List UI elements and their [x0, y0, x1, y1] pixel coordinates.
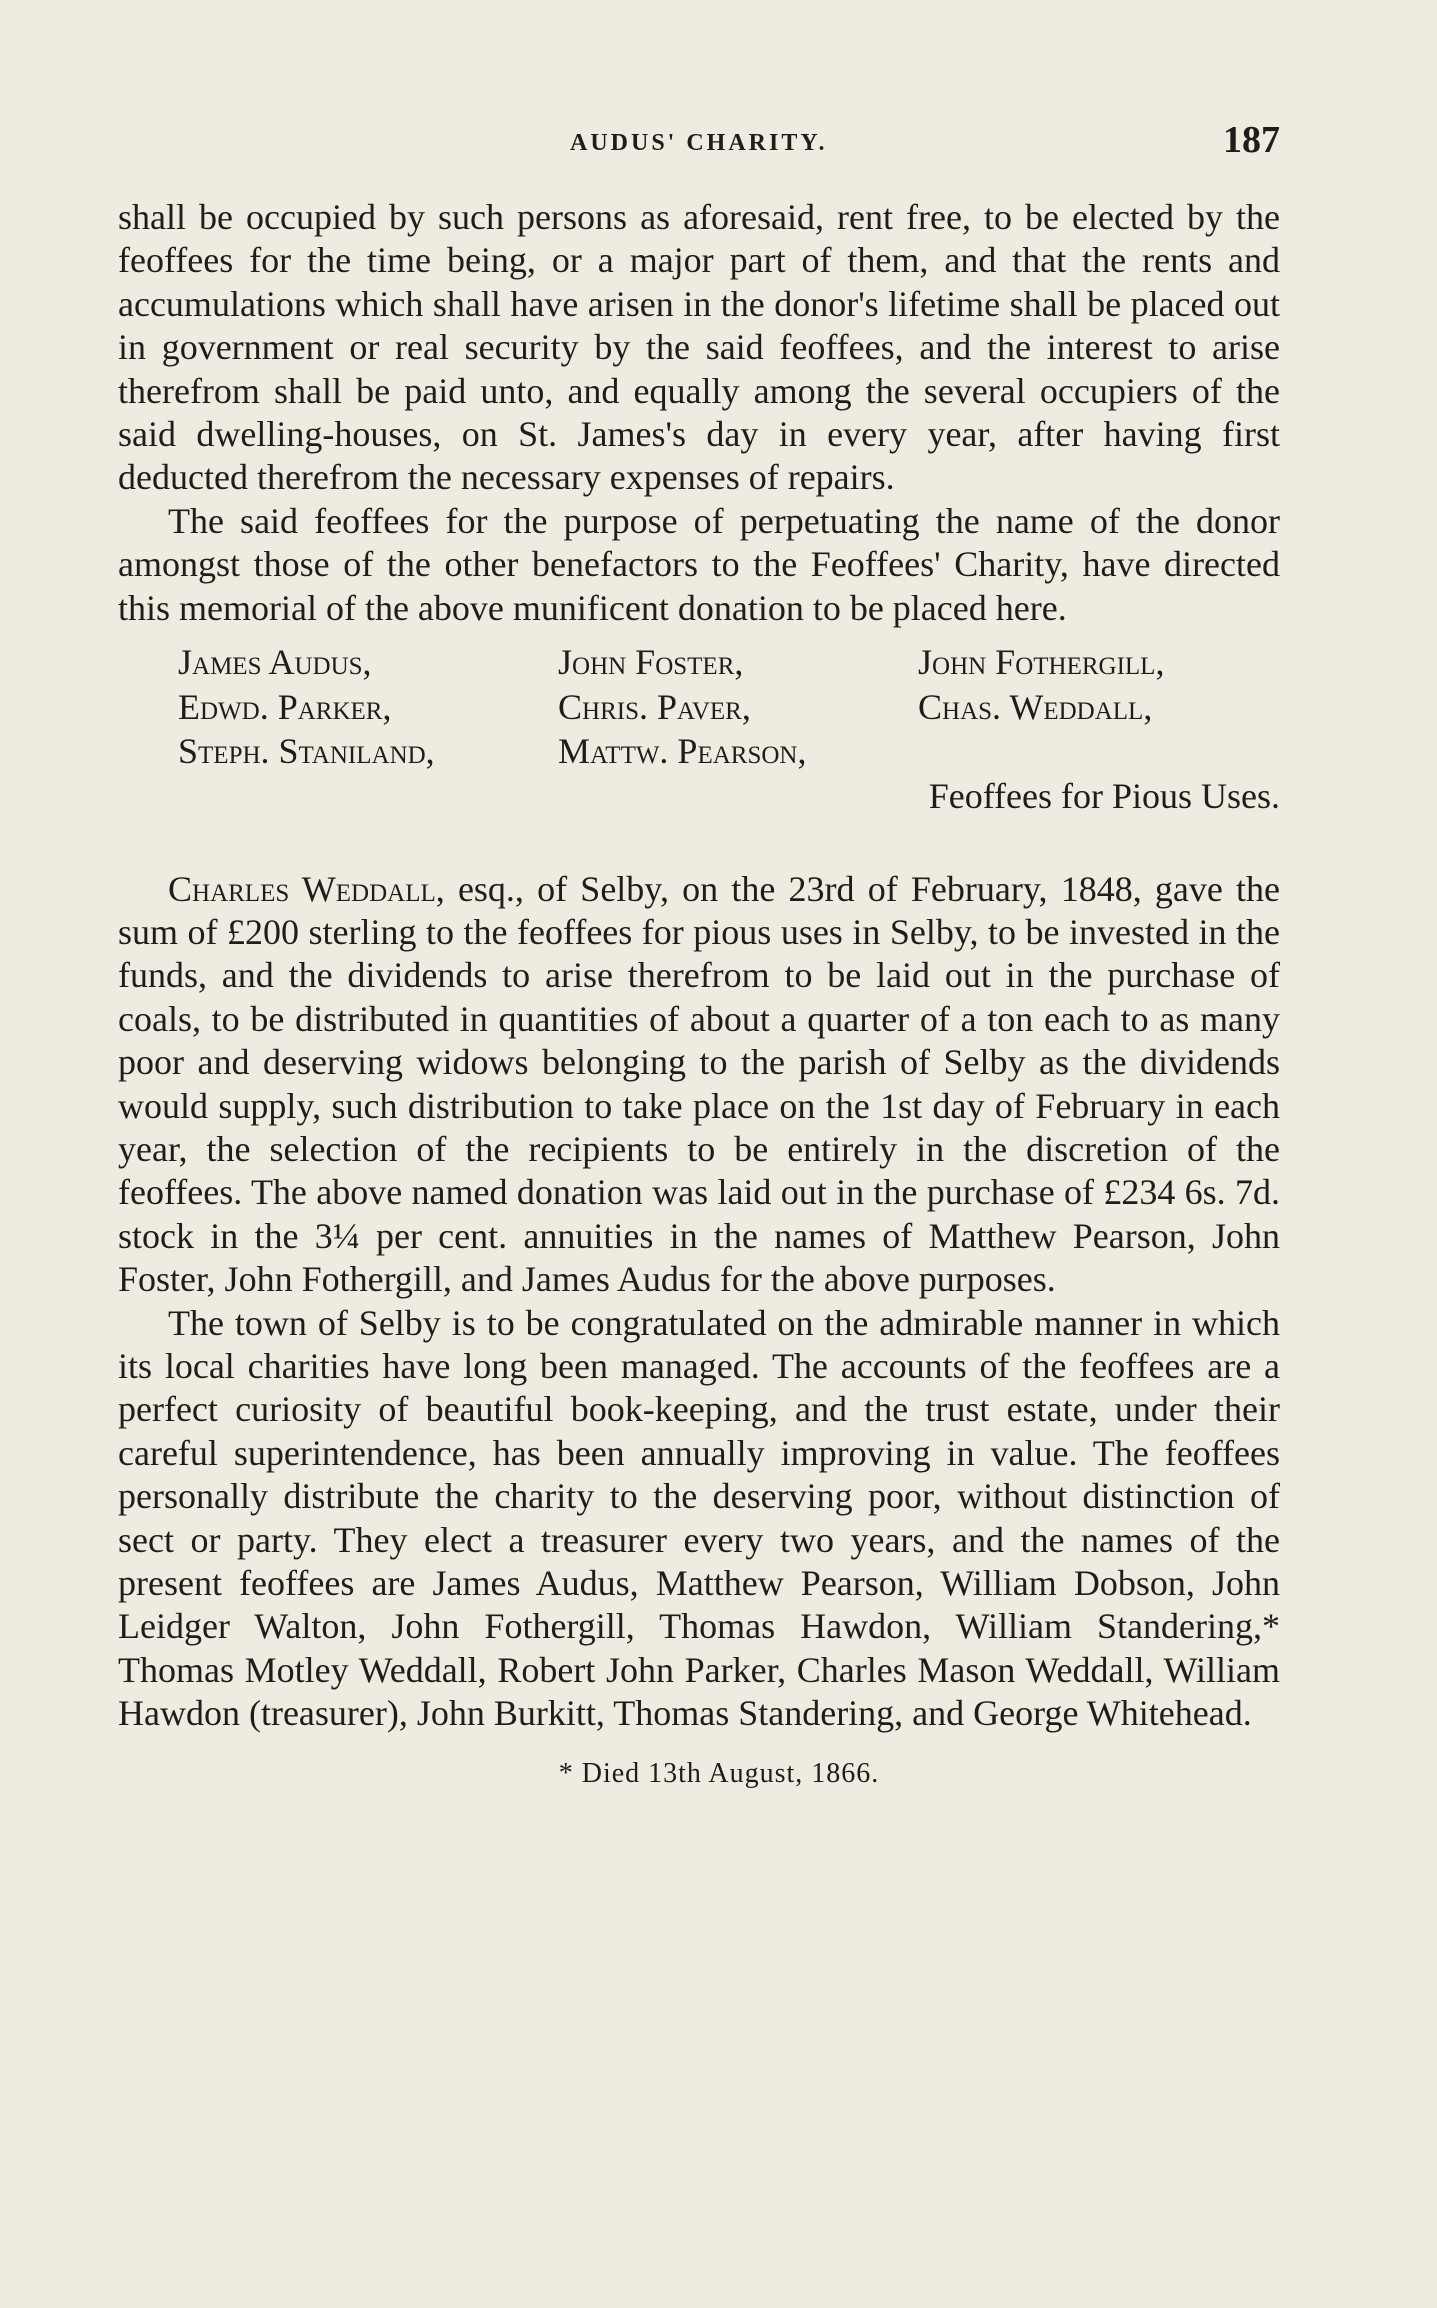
signatory-name: Mattw. Pearson,	[558, 731, 807, 772]
signatories-row	[178, 640, 1280, 685]
paragraph-memorial: The said feoffees for the purpose of perpetuating the name of the donor amongst those of the other benefactors to the Feoffees' Charity, have directed this memorial of the above munificent donation to be placed here.	[118, 500, 1280, 628]
paragraph-selby-charities: The town of Selby is to be congratulated on the admirable manner in which its local charities have long been managed. The accounts of the feoffees are a perfect curiosity of beautiful book-keeping, and the trust estate, under their careful superintendence, has been annually improving in value. The feoffees personally distribute the charity to the deserving poor, without distinction of sect or party. They elect a treasurer every two years, and the names of the present feoffees are James Audus, Matthew Pearson, William Dobson, John Leidger Walton, John Fothergill, Thomas Hawdon, William Standering,* Thomas Motley Weddall, Robert John Parker, Charles Mason Weddall, William Hawdon (treasurer), John Burkitt, Thomas Standering, and George Whitehead.	[118, 1302, 1280, 1734]
page-header	[118, 118, 1280, 168]
page-number: 187	[1223, 119, 1280, 161]
signatory-name: John Fothergill,	[918, 642, 1165, 683]
signatories-row	[178, 729, 1280, 774]
signatories-block	[118, 640, 1280, 818]
signatory-name: John Foster,	[558, 642, 744, 683]
page-body	[118, 196, 1280, 1795]
paragraph-continuation: shall be occupied by such persons as aforesaid, rent free, to be elected by the feoffees for the time being, or a major part of them, and that the rents and accumulations which shall have arisen in the donor's lifetime shall be placed out in government or real security by the said feoffees, and the interest to arise therefrom shall be paid unto, and equally among the several occupiers of the said dwelling-houses, on St. James's day in every year, after having first deducted therefrom the necessary expenses of repairs.	[118, 197, 1280, 498]
signatory-name: Chris. Paver,	[558, 686, 751, 727]
signatory-name: Edwd. Parker,	[178, 686, 392, 727]
signatories-caption: Feoffees for Pious Uses.	[928, 775, 1280, 816]
donor-name: Charles Weddall,	[168, 868, 445, 909]
signatory-name: Steph. Staniland,	[178, 731, 435, 772]
donation-text: esq., of Selby, on the 23rd of February, 1848, gave the sum of £200 sterling to the feoffees for pious uses in Selby, to be invested in the funds, and the dividends to arise therefrom to be laid out in the purchase of coals, to be distributed in quantities of about a quarter of a ton each to as many poor and deserving widows belonging to the parish of Selby as the dividends would supply, such distribution to take place on the 1st day of February in each year, the selection of the recipients to be entirely in the discretion of the feoffees. The above named donation was laid out in the purchase of £234 6s. 7d. stock in the 3¼ per cent. annuities in the names of Matthew Pearson, John Foster, John Fothergill, and James Audus for the above purposes.	[118, 868, 1281, 1300]
footnote: * Died 13th August, 1866.	[558, 1757, 880, 1789]
signatories-row	[178, 685, 1280, 730]
signatory-name: Chas. Weddall,	[918, 686, 1153, 727]
section-gap	[118, 818, 1280, 868]
paragraph-weddall-donation	[118, 868, 1280, 1302]
running-head: AUDUS' CHARITY.	[570, 130, 828, 156]
signatory-name: James Audus,	[178, 642, 372, 683]
